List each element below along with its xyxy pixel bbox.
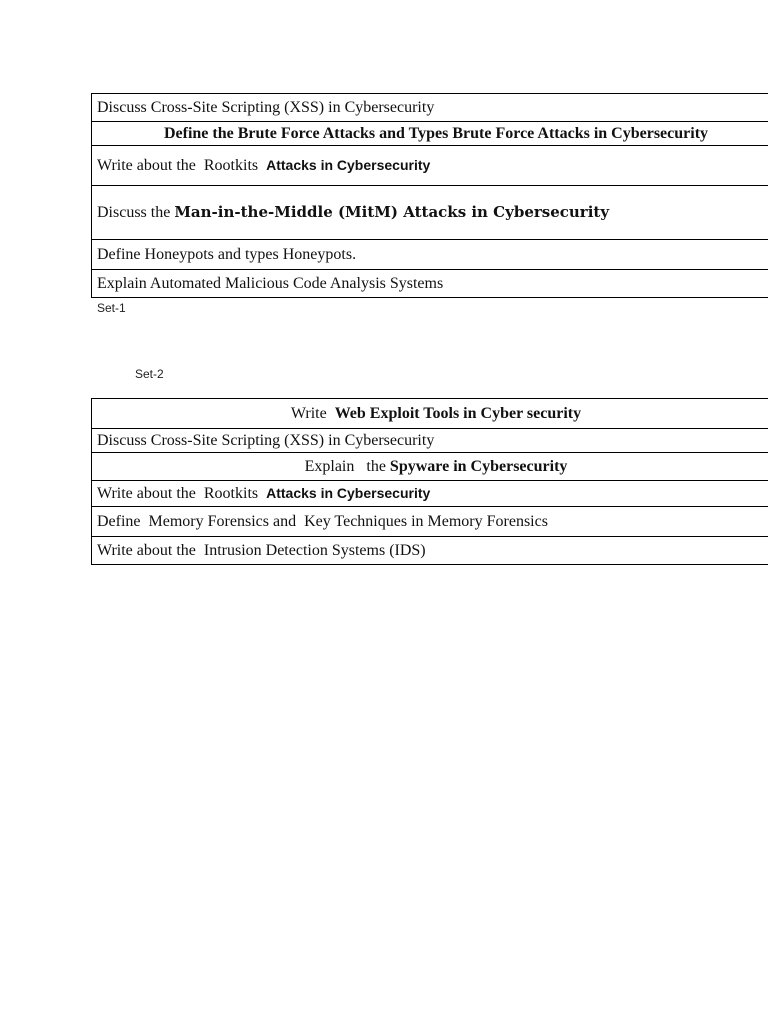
- question-cell: [92, 507, 768, 537]
- set1-label: Set-1: [97, 301, 126, 315]
- question-cell: [92, 240, 768, 270]
- table-row: [92, 537, 768, 565]
- question-text: Explain the: [304, 457, 390, 475]
- table-row: [92, 453, 768, 481]
- question-bold-text: Spyware in Cybersecurity: [389, 457, 568, 475]
- question-cell: [92, 537, 768, 565]
- question-bold-text: Attacks in Cybersecurity: [266, 157, 431, 173]
- question-text: Discuss Cross-Site Scripting (XSS) in Cybersecurity: [97, 98, 435, 116]
- table-row: [92, 240, 768, 270]
- question-text: Write about the Rootkits: [97, 485, 267, 502]
- question-cell: [92, 429, 768, 453]
- question-text: Write about the Intrusion Detection Systems (IDS): [97, 541, 426, 559]
- table-row: [92, 146, 768, 186]
- question-bold-text: Define the Brute Force Attacks and Types Brute Force Attacks in Cybersecurity: [163, 124, 709, 142]
- question-cell: [92, 481, 768, 507]
- table-row: [92, 186, 768, 240]
- table-row: [92, 122, 768, 146]
- table-row: [92, 270, 768, 298]
- set1-question-table: [91, 93, 768, 298]
- question-cell: [92, 453, 768, 481]
- question-cell: [92, 399, 768, 429]
- set2-question-table: [91, 398, 768, 565]
- question-bold-text: Web Exploit Tools in Cyber security: [334, 404, 582, 422]
- question-cell: [92, 270, 768, 298]
- table-row: [92, 94, 768, 122]
- question-text: Define Honeypots and types Honeypots.: [97, 245, 357, 263]
- question-cell: [92, 122, 768, 146]
- question-bold-text: Attacks in Cybersecurity: [266, 485, 431, 501]
- question-text: Discuss the: [97, 204, 175, 221]
- table-row: [92, 481, 768, 507]
- question-text: Define Memory Forensics and Key Techniques in Memory Forensics: [97, 512, 548, 530]
- question-text: Write about the Rootkits: [97, 157, 267, 174]
- question-text: Discuss Cross-Site Scripting (XSS) in Cybersecurity: [97, 431, 435, 449]
- question-cell: [92, 186, 768, 240]
- set2-label: Set-2: [135, 367, 164, 381]
- table-row: [92, 507, 768, 537]
- question-cell: [92, 94, 768, 122]
- table-row: [92, 399, 768, 429]
- question-cell: [92, 146, 768, 186]
- question-bold-text: Man-in-the-Middle (MitM) Attacks in Cybersecurity: [174, 203, 610, 221]
- table-row: [92, 429, 768, 453]
- question-text: Write: [290, 404, 335, 422]
- question-text: Explain Automated Malicious Code Analysis Systems: [97, 274, 444, 292]
